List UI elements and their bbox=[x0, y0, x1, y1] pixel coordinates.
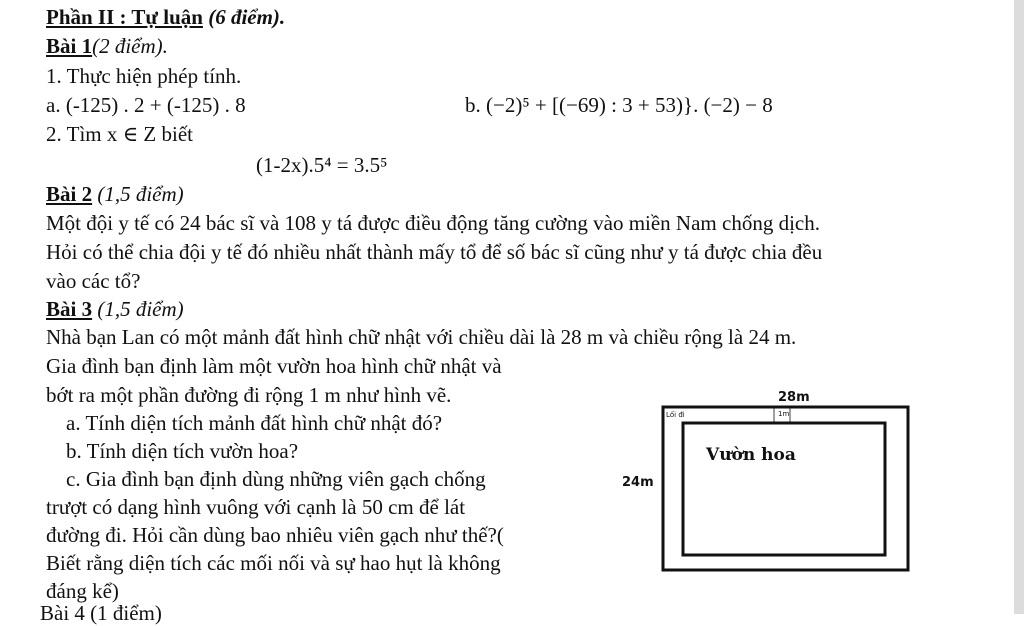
flower-garden-outline bbox=[683, 423, 885, 555]
path-width-label: 1m bbox=[778, 410, 790, 418]
bai3-line: Biết rằng diện tích các mối nối và sự hao hụt là không bbox=[46, 551, 501, 575]
bai3-line: bớt ra một phần đường đi rộng 1 m như hình vẽ. bbox=[46, 383, 452, 407]
bai1-equation: (1-2x).5⁴ = 3.5⁵ bbox=[256, 153, 388, 177]
part2-title: Phần II : Tự luận (6 điểm). bbox=[46, 5, 286, 29]
garden-diagram bbox=[620, 384, 910, 574]
bai3-part-b: b. Tính diện tích vườn hoa? bbox=[66, 439, 299, 463]
bai1-heading: Bài 1(2 điểm). bbox=[46, 34, 168, 58]
figure-width-label: 24m bbox=[622, 475, 654, 490]
bai2-line: Hỏi có thể chia đội y tế đó nhiều nhất thành mấy tổ để số bác sĩ cũng như y tá được chia đều bbox=[46, 240, 823, 264]
bai3-part-c: c. Gia đình bạn định dùng những viên gạch chống bbox=[66, 467, 486, 491]
bai3-heading: Bài 3 (1,5 điểm) bbox=[46, 297, 184, 321]
bai1-item2: 2. Tìm x ∈ Z biết bbox=[46, 122, 193, 146]
bai1-part-a: a. (-125) . 2 + (-125) . 8 bbox=[46, 93, 246, 117]
bai3-line: Nhà bạn Lan có một mảnh đất hình chữ nhật với chiều dài là 28 m và chiều rộng là 24 m. bbox=[46, 325, 797, 349]
bai2-heading: Bài 2 (1,5 điểm) bbox=[46, 182, 184, 206]
bai4-cut-heading: Bài 4 (1 điểm) bbox=[40, 601, 162, 625]
bai2-line: Một đội y tế có 24 bác sĩ và 108 y tá được điều động tăng cường vào miền Nam chống dịch. bbox=[46, 211, 820, 235]
figure-length-label: 28m bbox=[778, 390, 810, 405]
bai3-line: Gia đình bạn định làm một vườn hoa hình chữ nhật và bbox=[46, 354, 502, 378]
path-label: Lối đi bbox=[666, 411, 685, 419]
bai3-part-a: a. Tính diện tích mảnh đất hình chữ nhật đó? bbox=[66, 411, 443, 435]
bai3-line: trượt có dạng hình vuông với cạnh là 50 cm để lát bbox=[46, 495, 466, 519]
screen-edge bbox=[1014, 0, 1024, 614]
bai1-part-b: b. (−2)⁵ + [(−69) : 3 + 53)}. (−2) − 8 bbox=[465, 93, 773, 117]
bai1-item1: 1. Thực hiện phép tính. bbox=[46, 64, 242, 88]
bai3-line: đáng kể) bbox=[46, 579, 119, 603]
bai3-line: đường đi. Hỏi cần dùng bao nhiêu viên gạch như thế?( bbox=[46, 523, 504, 547]
garden-label: Vườn hoa bbox=[706, 445, 796, 465]
land-outline bbox=[663, 407, 908, 570]
bai2-line: vào các tổ? bbox=[46, 269, 141, 293]
